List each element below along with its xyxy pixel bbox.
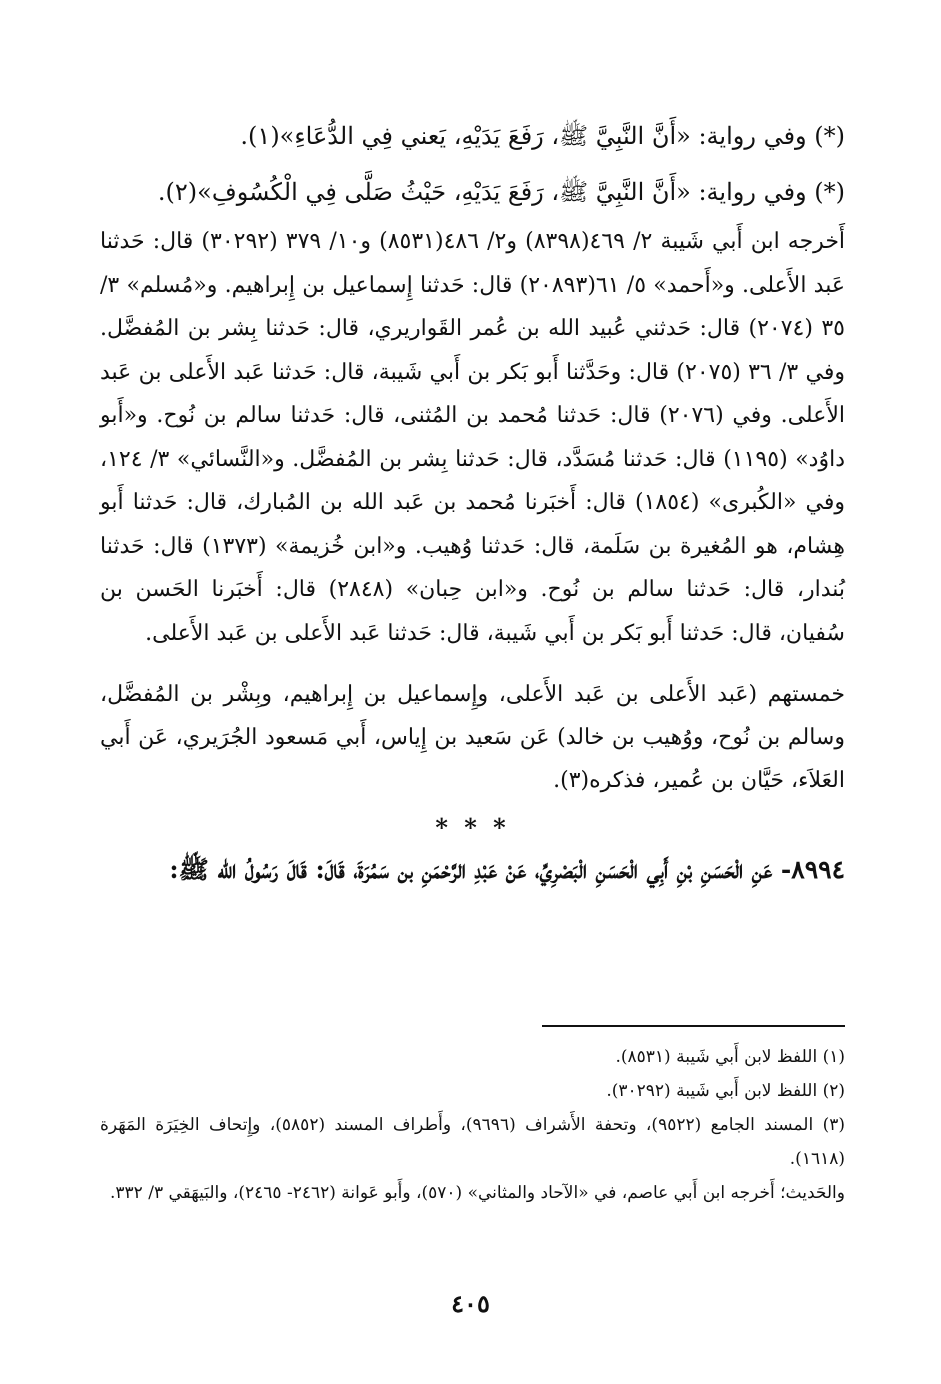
footnote: (٢) اللفظ لابن أَبي شَيبة (٣٠٢٩٢). — [606, 1081, 845, 1101]
footnote: (٣) المسند الجامع (٩٥٢٢)، وتحفة الأَشراف (٩٦٩٦)، وأَطراف المسند (٥٨٥٢)، وإِتحاف الخِيَرَة المَهَرة (١٦١٨). — [100, 1115, 846, 1169]
isnad-summary: خمستهم (عَبد الأَعلى بن عَبد الأَعلى، وإِسماعيل بن إِبراهيم، وبِشْر بن المُفضَّل، وسالم بن نُوح، ووُهيب بن خالد) عَن سَعيد بن إِياس، أَبي مَسعود الجُرَيري، عَن أَبي العَلاَء، حَيَّان بن عُمير، فذكره(٣). — [100, 682, 845, 793]
hadith-heading: ٨٩٩٤- عَنِ الْحَسَنِ بْنِ أَبِي الْحَسَنِ الْبَصْرِيِّ، عَنْ عَبْدِ الرَّحْمَنِ بن سَمُرَةَ، قَالَ: قَالَ رَسُولُ الله ﷺ: — [169, 855, 845, 884]
footnotes — [100, 1040, 845, 1210]
main-text — [100, 108, 845, 894]
riwaya-line: (*) وفي رواية: «أَنَّ النَّبِيَّ ﷺ، رَفَعَ يَدَيْهِ، حَيْثُ صَلَّى فِي الْكُسُوفِ»(٢). — [157, 178, 845, 206]
riwaya-line: (*) وفي رواية: «أَنَّ النَّبِيَّ ﷺ، رَفَعَ يَدَيْهِ، يَعني فِي الدُّعَاءِ»(١). — [240, 122, 845, 150]
footnote: والحَديث؛ أَخرجه ابن أَبي عاصم، في «الآحاد والمثاني» (٥٧٠)، وأَبو عَوانة (٢٤٦٢- ٢٤٦٥)، والبَيهَقي ٣/ ٣٣٢. — [110, 1183, 845, 1203]
page-number: ٤٠٥ — [451, 1289, 490, 1318]
section-separator: * * * — [435, 813, 510, 842]
footnote: (١) اللفظ لابن أَبي شَيبة (٨٥٣١). — [615, 1047, 845, 1067]
footnote-divider — [542, 1025, 845, 1027]
takhrij-paragraph: أَخرجه ابن أَبي شَيبة ٢/ ٤٦٩(٨٣٩٨) و٢/ ٤٨٦(٨٥٣١) و١٠/ ٣٧٩ (٣٠٢٩٢) قال: حَدثنا عَبد الأَعلى. و«أَحمد» ٥/ ٦١(٢٠٨٩٣) قال: حَدثنا إِسماعيل بن إِبراهيم. و«مُسلم» ٣/ ٣٥ (٢٠٧٤) قال: حَدثني عُبيد الله بن عُمر القَواريري، قال: حَدثنا بِشر بن المُفضَّل. وفي ٣/ ٣٦ (٢٠٧٥) قال: وحَدَّثنا أَبو بَكر بن أَبي شَيبة، قال: حَدثنا عَبد الأَعلى بن عَبد الأَعلى. وفي (٢٠٧٦) قال: حَدثنا مُحمد بن المُثنى، قال: حَدثنا سالم بن نُوح. و«أَبو داوُد» (١١٩٥) قال: حَدثنا مُسَدَّد، قال: حَدثنا بِشر بن المُفضَّل. و«النَّسائي» ٣/ ١٢٤، وفي «الكُبرى» (١٨٥٤) قال: أَخبَرنا مُحمد بن عَبد الله بن المُبارك، قال: حَدثنا أَبو هِشام، هو المُغيرة بن سَلَمة، قال: حَدثنا وُهيب. و«ابن خُزيمة» (١٣٧٣) قال: حَدثنا بُندار، قال: حَدثنا سالم بن نُوح. و«ابن حِبان» (٢٨٤٨) قال: أَخبَرنا الحَسن بن سُفيان، قال: حَدثنا أَبو بَكر بن أَبي شَيبة، قال: حَدثنا عَبد الأَعلى بن عَبد الأَعلى. — [100, 229, 846, 646]
